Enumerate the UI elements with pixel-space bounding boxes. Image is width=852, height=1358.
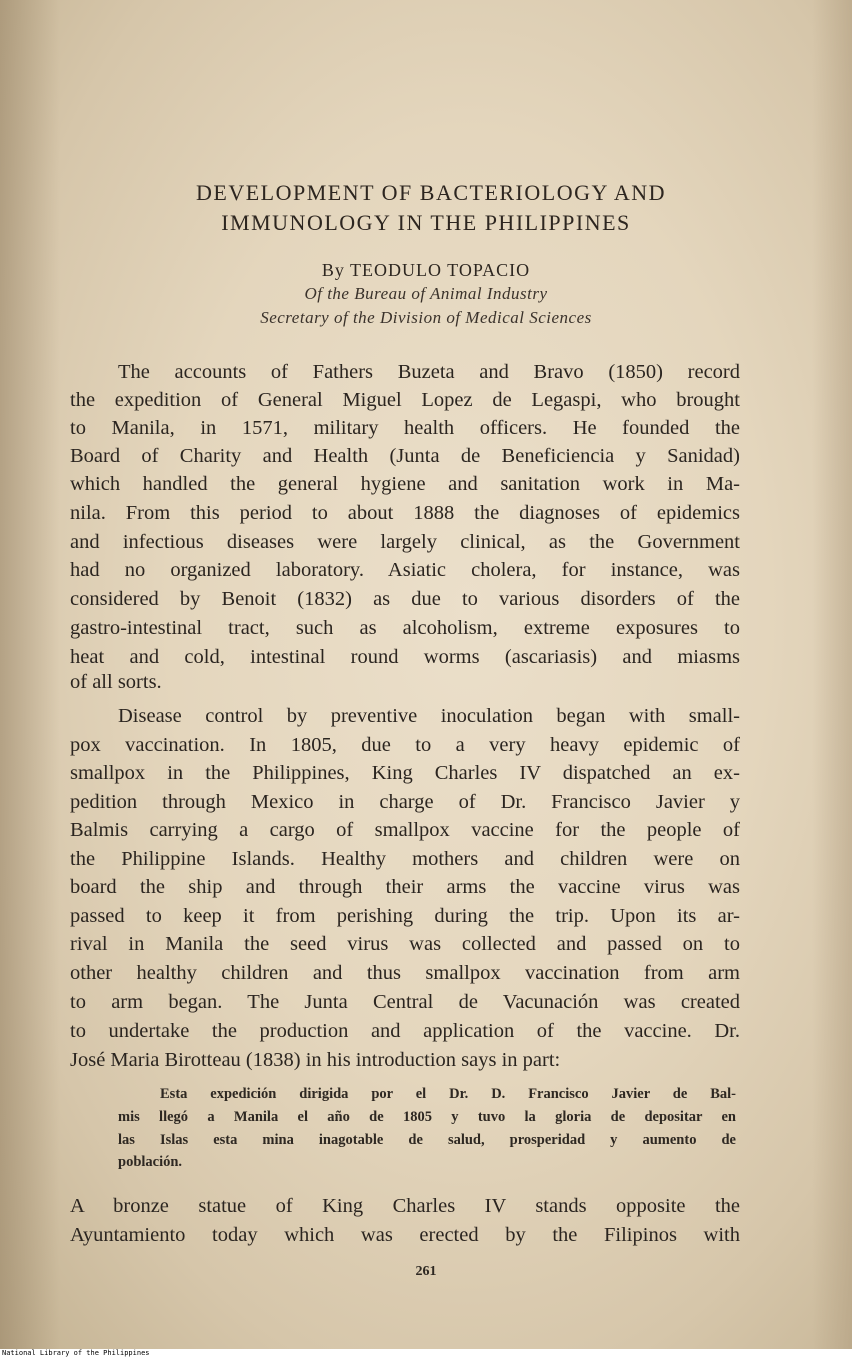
article-title-line-2: IMMUNOLOGY IN THE PHILIPPINES [221,210,631,235]
paragraph-2-line: pox vaccination. In 1805, due to a very heavy epidemic of [70,734,740,756]
quote-line: mis llegó a Manila el año de 1805 y tuvo la gloria de depositar en [118,1109,736,1125]
paragraph-2-line: to arm began. The Junta Central de Vacunación was created [70,991,740,1013]
author-byline: By TEODULO TOPACIO [321,260,531,280]
paragraph-2-line: board the ship and through their arms the vaccine virus was [70,876,740,898]
paragraph-1-line: The accounts of Fathers Buzeta and Bravo (1850) record [118,361,740,383]
paragraph-1-line: Board of Charity and Health (Junta de Beneficiencia y Sanidad) [70,445,740,467]
paragraph-2-line: José Maria Birotteau (1838) in his introduction says in part: [70,1049,561,1071]
paragraph-3-line: A bronze statue of King Charles IV stands opposite the [70,1195,740,1217]
page-number: 261 [415,1264,437,1279]
paragraph-2-line: rival in Manila the seed virus was collected and passed on to [70,933,740,955]
paragraph-1-line: had no organized laboratory. Asiatic cholera, for instance, was [70,559,740,581]
quote-line: las Islas esta mina inagotable de salud, prosperidad y aumento de [118,1132,736,1148]
paragraph-1-line: nila. From this period to about 1888 the diagnoses of epidemics [70,502,740,524]
paragraph-1-line: considered by Benoit (1832) as due to various disorders of the [70,588,740,610]
library-credit: National Library of the Philippines [2,1349,150,1357]
paragraph-1-line: of all sorts. [70,671,162,693]
paragraph-1-line: heat and cold, intestinal round worms (ascariasis) and miasms [70,646,740,668]
paragraph-2-line: other healthy children and thus smallpox vaccination from arm [70,962,740,984]
paragraph-1-line: gastro-intestinal tract, such as alcoholism, extreme exposures to [70,617,740,639]
paragraph-2-line: Balmis carrying a cargo of smallpox vaccine for the people of [70,819,740,841]
paragraph-1-line: and infectious diseases were largely clinical, as the Government [70,531,740,553]
paragraph-2-line: the Philippine Islands. Healthy mothers and children were on [70,848,740,870]
paragraph-2-line: smallpox in the Philippines, King Charles IV dispatched an ex- [70,762,740,784]
paragraph-1-line: the expedition of General Miguel Lopez de Legaspi, who brought [70,389,740,411]
quote-line: población. [118,1154,183,1170]
paragraph-2-line: pedition through Mexico in charge of Dr. Francisco Javier y [70,791,740,813]
author-affiliation-1: Of the Bureau of Animal Industry [304,284,548,303]
paragraph-1-line: which handled the general hygiene and sanitation work in Ma- [70,473,740,495]
paragraph-2-line: passed to keep it from perishing during the trip. Upon its ar- [70,905,740,927]
paragraph-2-line: to undertake the production and application of the vaccine. Dr. [70,1020,740,1042]
paragraph-1-line: to Manila, in 1571, military health officers. He founded the [70,417,740,439]
author-affiliation-2: Secretary of the Division of Medical Sciences [260,308,592,327]
article-title-line-1: DEVELOPMENT OF BACTERIOLOGY AND [196,180,666,205]
paragraph-2-line: Disease control by preventive inoculation began with small- [118,705,740,727]
paragraph-3-line: Ayuntamiento today which was erected by the Filipinos with [70,1224,740,1246]
quote-line: Esta expedición dirigida por el Dr. D. Francisco Javier de Bal- [160,1086,736,1102]
